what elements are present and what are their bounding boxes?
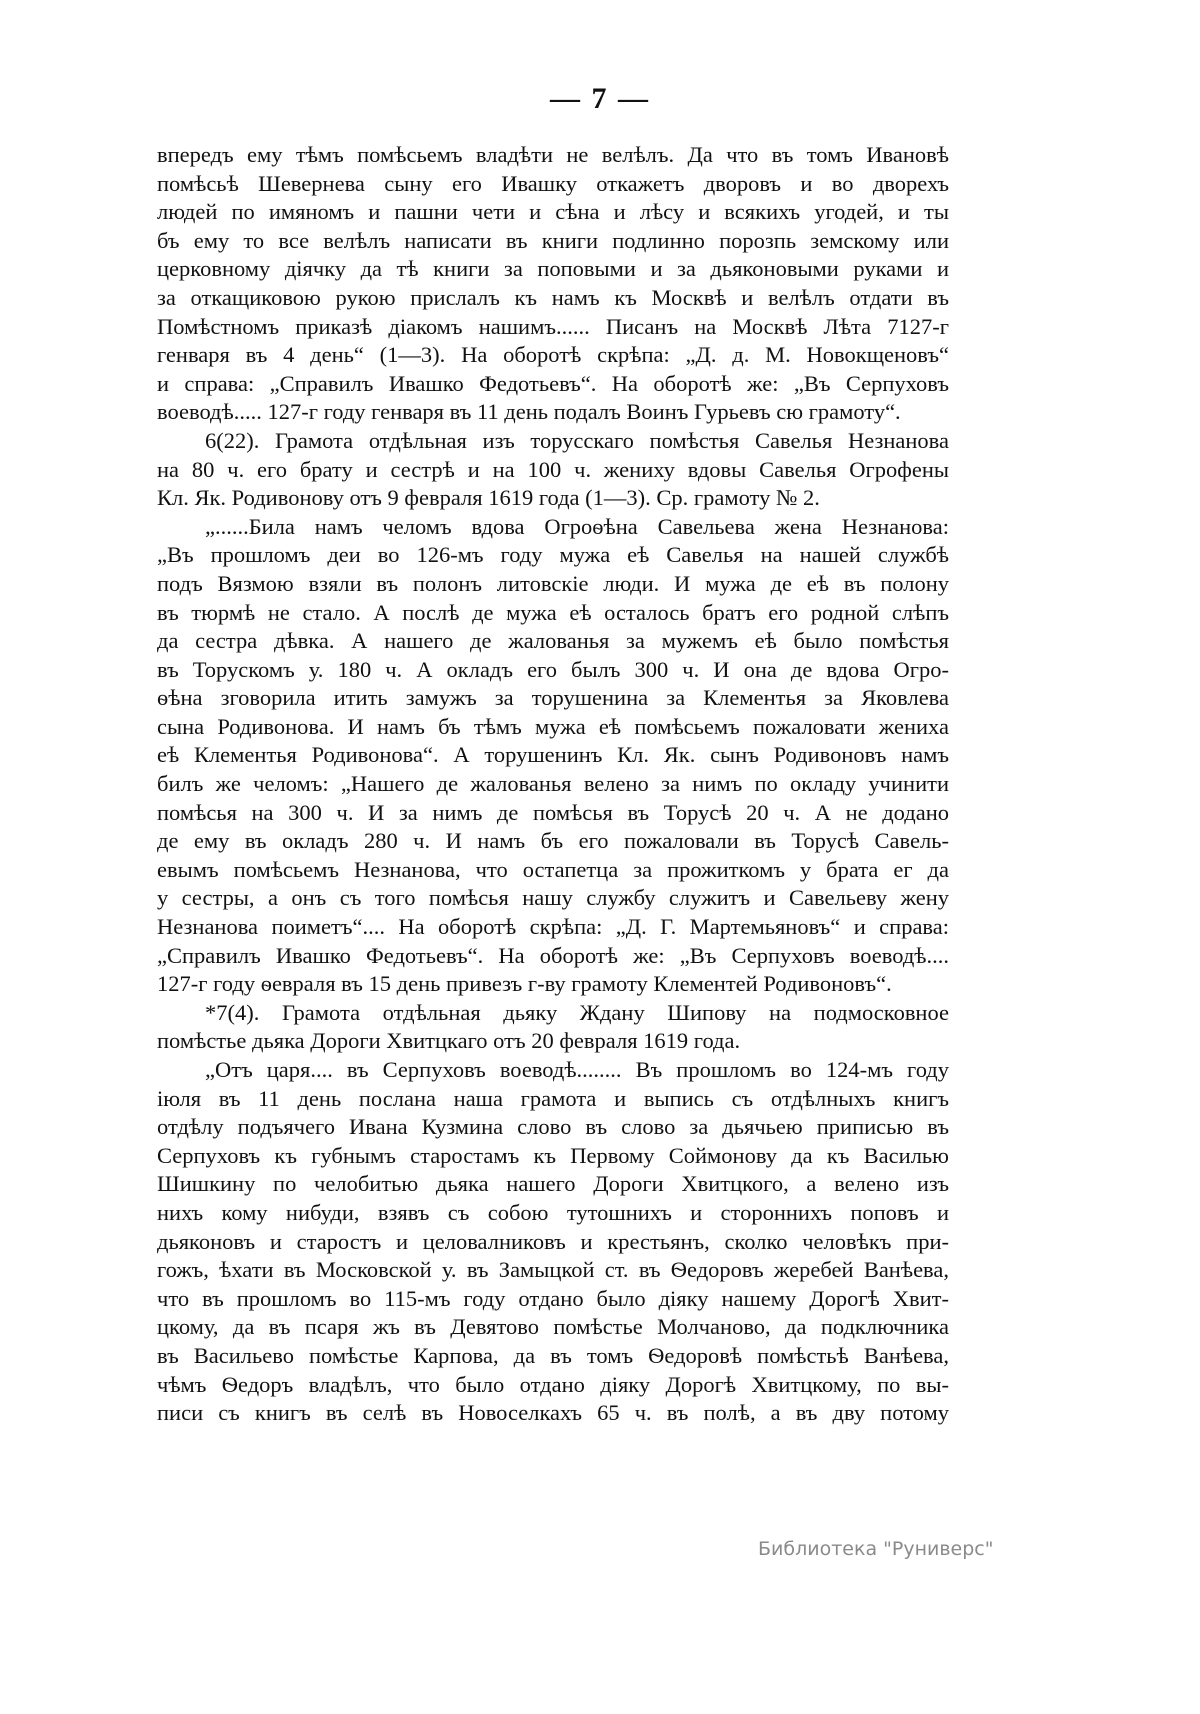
- text-line: за откащиковою рукою прислалъ къ намъ къ Москвѣ и велѣлъ отдати въ: [157, 284, 949, 310]
- text-line: Помѣстномъ приказѣ діакомъ нашимъ...... Писанъ на Москвѣ Лѣта 7127-г: [157, 313, 949, 339]
- text-line: у сестры, а онъ съ того помѣсья нашу службу служитъ и Савельеву жену: [157, 885, 949, 911]
- text-line: „Справилъ Ивашко Федотьевъ“. На оборотѣ же: „Въ Серпуховъ воеводѣ....: [157, 942, 949, 968]
- text-line: еѣ Клементья Родивонова“. А торушенинъ Кл. Як. сынъ Родивоновъ намъ: [157, 742, 949, 768]
- text-line: „......Била намъ челомъ вдова Огроѳѣна Савельева жена Незнанова:: [205, 513, 949, 539]
- text-line: евымъ помѣсьемъ Незнанова, что остапетца за прожиткомъ у брата ег да: [157, 856, 949, 882]
- document-body: [157, 141, 949, 1428]
- text-line: 6(22). Грамота отдѣльная изъ торусскаго помѣстья Савелья Незнанова: [205, 427, 949, 453]
- text-line: дьяконовъ и старостъ и целовалниковъ и крестьянъ, сколко человѣкъ при-: [157, 1228, 949, 1254]
- text-line: Незнанова поиметъ“.... На оборотѣ скрѣпа: „Д. Г. Мартемьяновъ“ и справа:: [157, 914, 949, 940]
- text-line: „Отъ царя.... въ Серпуховъ воеводѣ........ Въ прошломъ во 124-мъ году: [205, 1057, 949, 1082]
- text-line: цкому, да въ псаря жъ въ Девятово помѣстье Молчаново, да подключника: [157, 1314, 949, 1340]
- text-line: въ Васильево помѣстье Карпова, да въ томъ Ѳедоровѣ помѣстьѣ Ванѣева,: [157, 1342, 949, 1368]
- text-line: генваря въ 4 день“ (1—3). На оборотѣ скрѣпа: „Д. д. М. Новокщеновъ“: [157, 342, 949, 368]
- text-line: да сестра дѣвка. А нашего де жалованья за мужемъ еѣ было помѣстья: [157, 628, 949, 654]
- text-line: нихъ кому нибуди, взявъ съ собою тутошнихъ и стороннихъ поповъ и: [157, 1199, 949, 1225]
- text-line: Кл. Як. Родивонову отъ 9 февраля 1619 года (1—3). Ср. грамоту № 2.: [157, 485, 820, 511]
- text-line: Серпуховъ къ губнымъ старостамъ къ Первому Соймонову да къ Василью: [157, 1142, 949, 1168]
- text-line: людей по имяномъ и пашни чети и сѣна и лѣсу и всякихъ угодей, и ты: [157, 199, 949, 225]
- text-line: что въ прошломъ во 115-мъ году отдано было діяку нашему Дорогѣ Хвит-: [157, 1285, 949, 1311]
- text-line: де ему въ окладъ 280 ч. И намъ бъ его пожаловали въ Торусѣ Савель-: [157, 828, 949, 854]
- text-line: „Въ прошломъ деи во 126-мъ году мужа еѣ Савелья на нашей службѣ: [157, 542, 949, 568]
- text-line: 127-г году ѳевраля въ 15 день привезъ г-ву грамоту Клементей Родивоновъ“.: [157, 971, 892, 997]
- text-line: церковному діячку да тѣ книги за поповыми и за дьяконовыми руками и: [157, 256, 949, 282]
- text-line: воеводѣ..... 127-г году генваря въ 11 день подалъ Воинъ Гурьевъ сю грамоту“.: [157, 399, 901, 425]
- text-line: помѣстье дьяка Дороги Хвитцкаго отъ 20 февраля 1619 года.: [157, 1028, 741, 1054]
- text-line: чѣмъ Ѳедоръ владѣлъ, что было отдано діяку Дорогѣ Хвитцкому, по вы-: [157, 1371, 949, 1397]
- text-line: гожъ, ѣхати въ Московской у. въ Замыцкой ст. въ Ѳедоровъ жеребей Ванѣева,: [157, 1257, 949, 1283]
- text-line: іюля въ 11 день послана наша грамота и выпись съ отдѣлныхъ книгъ: [157, 1085, 949, 1111]
- text-line: отдѣлу подъячего Ивана Кузмина слово въ слово за дьячьею приписью въ: [157, 1114, 949, 1140]
- text-line: ѳѣна зговорила итить замужъ за торушенина за Клементья за Яковлева: [157, 685, 949, 711]
- text-line: билъ же челомъ: „Нашего де жалованья велено за нимъ по окладу учинити: [157, 771, 949, 797]
- text-line: и справа: „Справилъ Ивашко Федотьевъ“. На оборотѣ же: „Въ Серпуховъ: [157, 370, 949, 396]
- page-number: — 7 —: [550, 82, 650, 115]
- text-line: помѣсья на 300 ч. И за нимъ де помѣсья въ Торусѣ 20 ч. А не додано: [157, 799, 949, 825]
- text-line: писи съ книгъ въ селѣ въ Новоселкахъ 65 ч. въ полѣ, а въ дву потому: [157, 1400, 949, 1426]
- text-line: подъ Вязмою взяли въ полонъ литовскіе люди. И мужа де еѣ въ полону: [157, 570, 949, 596]
- text-line: помѣсьѣ Шевернева сыну его Ивашку откажетъ дворовъ и во дворехъ: [157, 170, 949, 196]
- text-line: сына Родивонова. И намъ бъ тѣмъ мужа еѣ помѣсьемъ пожаловати жениха: [157, 713, 949, 739]
- library-watermark: Библиотека "Руниверс": [758, 1538, 994, 1560]
- text-line: Шишкину по челобитью дьяка нашего Дороги Хвитцкого, а велено изъ: [157, 1171, 949, 1197]
- text-line: на 80 ч. его брату и сестрѣ и на 100 ч. жениху вдовы Савелья Огрофены: [157, 456, 949, 482]
- text-line: бъ ему то все велѣлъ написати въ книги подлинно порозпь земскому или: [157, 227, 949, 253]
- text-line: впередъ ему тѣмъ помѣсьемъ владѣти не велѣлъ. Да что въ томъ Ивановѣ: [157, 142, 949, 167]
- text-line: въ тюрмѣ не стало. А послѣ де мужа еѣ осталось братъ его родной слѣпъ: [157, 599, 949, 625]
- text-line: *7(4). Грамота отдѣльная дьяку Ждану Шипову на подмосковное: [205, 999, 949, 1025]
- text-line: въ Торускомъ у. 180 ч. А окладъ его былъ 300 ч. И она де вдова Огро-: [157, 656, 949, 682]
